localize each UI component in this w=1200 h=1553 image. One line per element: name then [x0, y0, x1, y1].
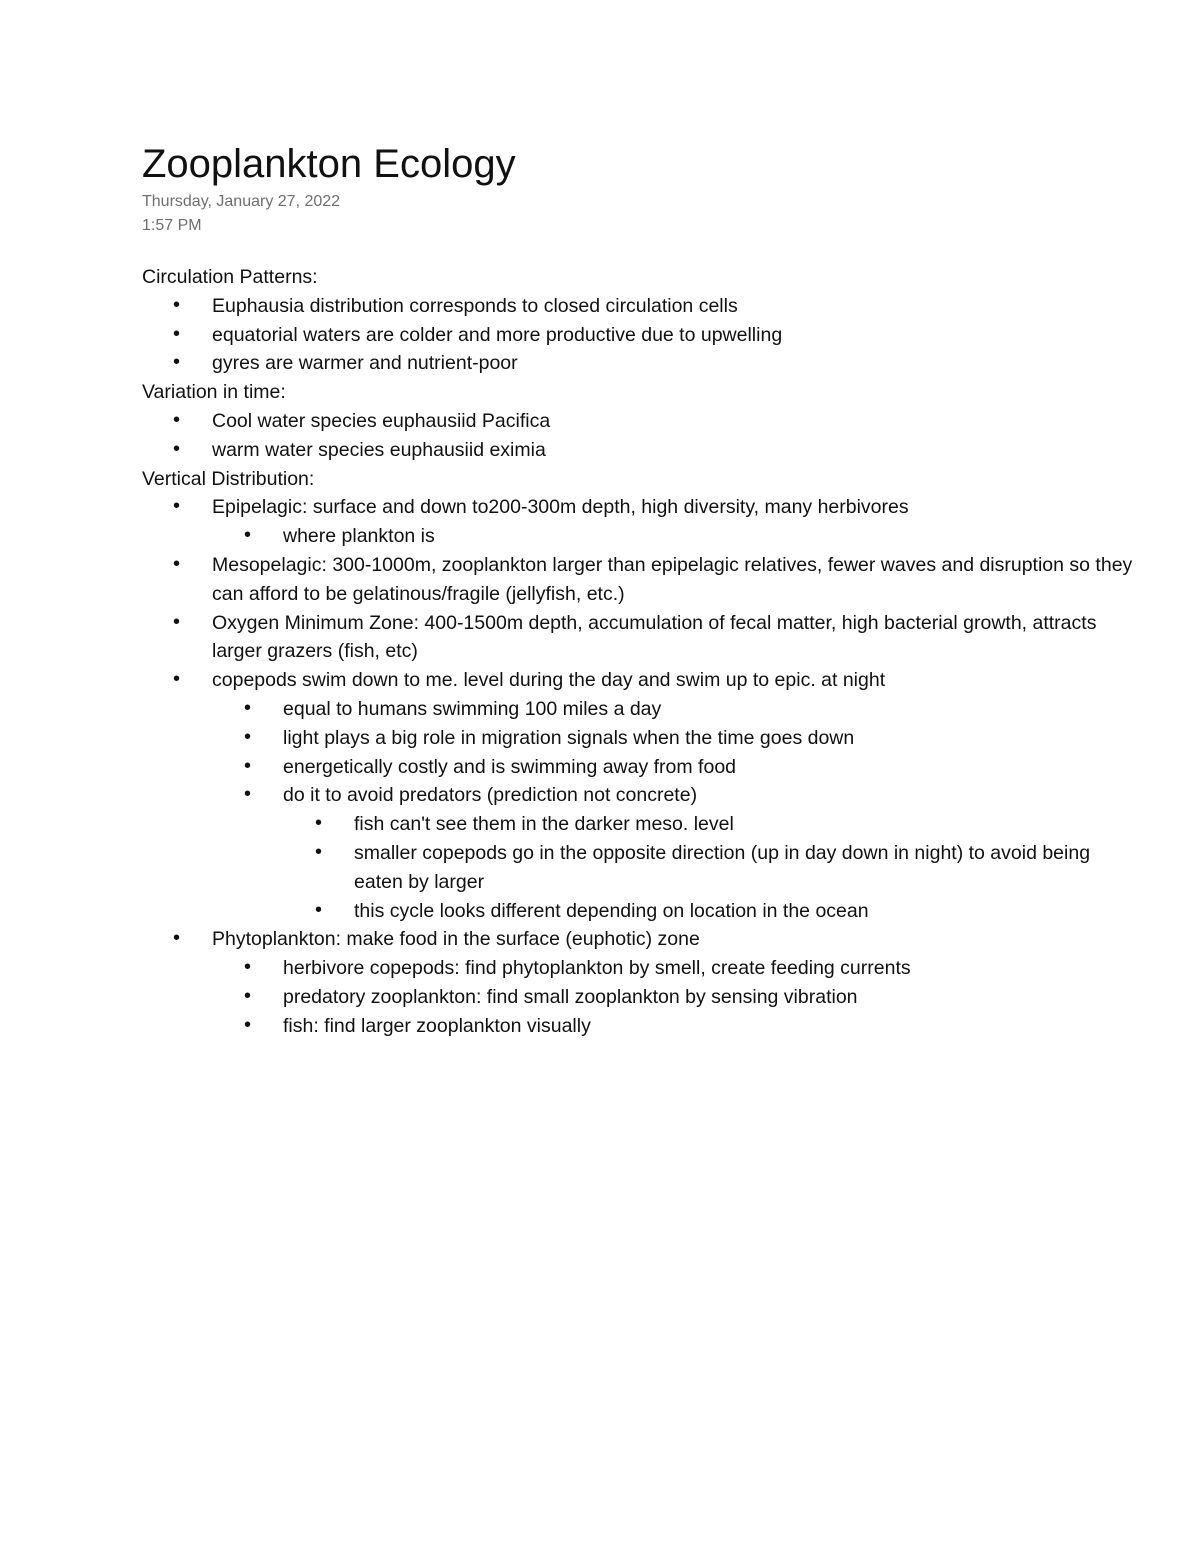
section-heading-vertical: Vertical Distribution:	[142, 467, 315, 490]
bullet-icon: •	[173, 927, 181, 950]
note-date: Thursday, January 27, 2022	[142, 193, 341, 210]
list-item-text: energetically costly and is swimming away from food	[283, 755, 737, 778]
list-item-text: copepods swim down to me. level during the day and swim up to epic. at night	[212, 669, 886, 692]
list-item	[142, 753, 1142, 782]
predators-sublist	[142, 810, 1142, 925]
list-item-text: light plays a big role in migration signals when the time goes down	[283, 726, 855, 749]
copepods-sublist	[142, 695, 1142, 810]
section-heading-circulation: Circulation Patterns:	[142, 266, 318, 288]
list-item	[142, 292, 1142, 321]
list-item	[142, 407, 1142, 436]
list-item	[142, 321, 1142, 350]
bullet-icon: •	[244, 1013, 252, 1036]
note-body	[142, 263, 1142, 1041]
list-item	[142, 666, 1142, 695]
bullet-icon: •	[244, 524, 252, 547]
list-item-text: warm water species euphausiid eximia	[212, 438, 546, 461]
list-item-text: Cool water species euphausiid Pacifica	[212, 409, 551, 432]
bullet-icon: •	[173, 408, 181, 431]
list-item	[142, 839, 1142, 897]
bullet-icon: •	[173, 668, 181, 691]
list-item-text: this cycle looks different depending on location in the ocean	[354, 899, 869, 922]
bullet-icon: •	[244, 696, 252, 719]
list-item-text: do it to avoid predators (prediction not concrete)	[283, 784, 698, 807]
list-item	[142, 522, 1142, 551]
list-item-text: equal to humans swimming 100 miles a day	[283, 697, 662, 720]
vertical-list-continued	[142, 551, 1142, 695]
section-heading-variation: Variation in time:	[142, 381, 286, 404]
bullet-icon: •	[244, 783, 252, 806]
bullet-icon: •	[244, 725, 252, 748]
list-item-text: Mesopelagic: 300-1000m, zooplankton larger than epipelagic relatives, fewer waves and disruption so they can afford to be gelatinous/fragile (jellyfish, etc.)	[212, 553, 1133, 605]
list-item-text: smaller copepods go in the opposite direction (up in day down in night) to avoid being eaten by larger	[354, 841, 1091, 893]
list-item	[142, 609, 1142, 667]
list-item	[142, 1012, 1142, 1041]
list-item	[142, 724, 1142, 753]
list-item	[142, 983, 1142, 1012]
list-item-text: Oxygen Minimum Zone: 400-1500m depth, accumulation of fecal matter, high bacterial growth, attracts larger grazers (fish, etc)	[212, 611, 1097, 663]
list-item-text: Euphausia distribution corresponds to closed circulation cells	[212, 294, 738, 317]
list-item	[142, 695, 1142, 724]
bullet-icon: •	[173, 322, 181, 345]
list-item-text: Epipelagic: surface and down to200-300m depth, high diversity, many herbivores	[212, 496, 909, 519]
list-item	[142, 925, 1142, 954]
bullet-icon: •	[244, 754, 252, 777]
variation-list	[142, 407, 1142, 465]
bullet-icon: •	[244, 984, 252, 1007]
list-item-text: fish can't see them in the darker meso. level	[354, 813, 734, 836]
list-item-text: predatory zooplankton: find small zooplankton by sensing vibration	[283, 985, 858, 1008]
bullet-icon: •	[244, 956, 252, 979]
list-item-text: where plankton is	[283, 525, 435, 548]
list-item	[142, 551, 1142, 609]
circulation-list	[142, 292, 1142, 378]
list-item-text: Phytoplankton: make food in the surface (euphotic) zone	[212, 928, 700, 951]
list-item	[142, 897, 1142, 926]
bullet-icon: •	[315, 898, 323, 921]
list-item-text: herbivore copepods: find phytoplankton by smell, create feeding currents	[283, 957, 911, 980]
phytoplankton-sublist	[142, 954, 1142, 1040]
list-item	[142, 493, 1142, 522]
list-item	[142, 810, 1142, 839]
note-page	[142, 138, 1142, 1041]
bullet-icon: •	[315, 840, 323, 863]
vertical-list-final	[142, 925, 1142, 954]
list-item	[142, 436, 1142, 465]
vertical-list	[142, 493, 1142, 522]
bullet-icon: •	[173, 495, 181, 518]
list-item-text: gyres are warmer and nutrient-poor	[212, 352, 518, 375]
list-item-text: equatorial waters are colder and more productive due to upwelling	[212, 323, 783, 346]
page-title: Zooplankton Ecology	[142, 142, 516, 186]
note-time: 1:57 PM	[142, 217, 202, 234]
bullet-icon: •	[173, 293, 181, 316]
bullet-icon: •	[173, 610, 181, 633]
list-item	[142, 954, 1142, 983]
bullet-icon: •	[173, 437, 181, 460]
epipelagic-sublist	[142, 522, 1142, 551]
bullet-icon: •	[315, 812, 323, 835]
list-item-text: fish: find larger zooplankton visually	[283, 1014, 591, 1037]
list-item	[142, 349, 1142, 378]
list-item	[142, 781, 1142, 810]
bullet-icon: •	[173, 351, 181, 374]
bullet-icon: •	[173, 552, 181, 575]
